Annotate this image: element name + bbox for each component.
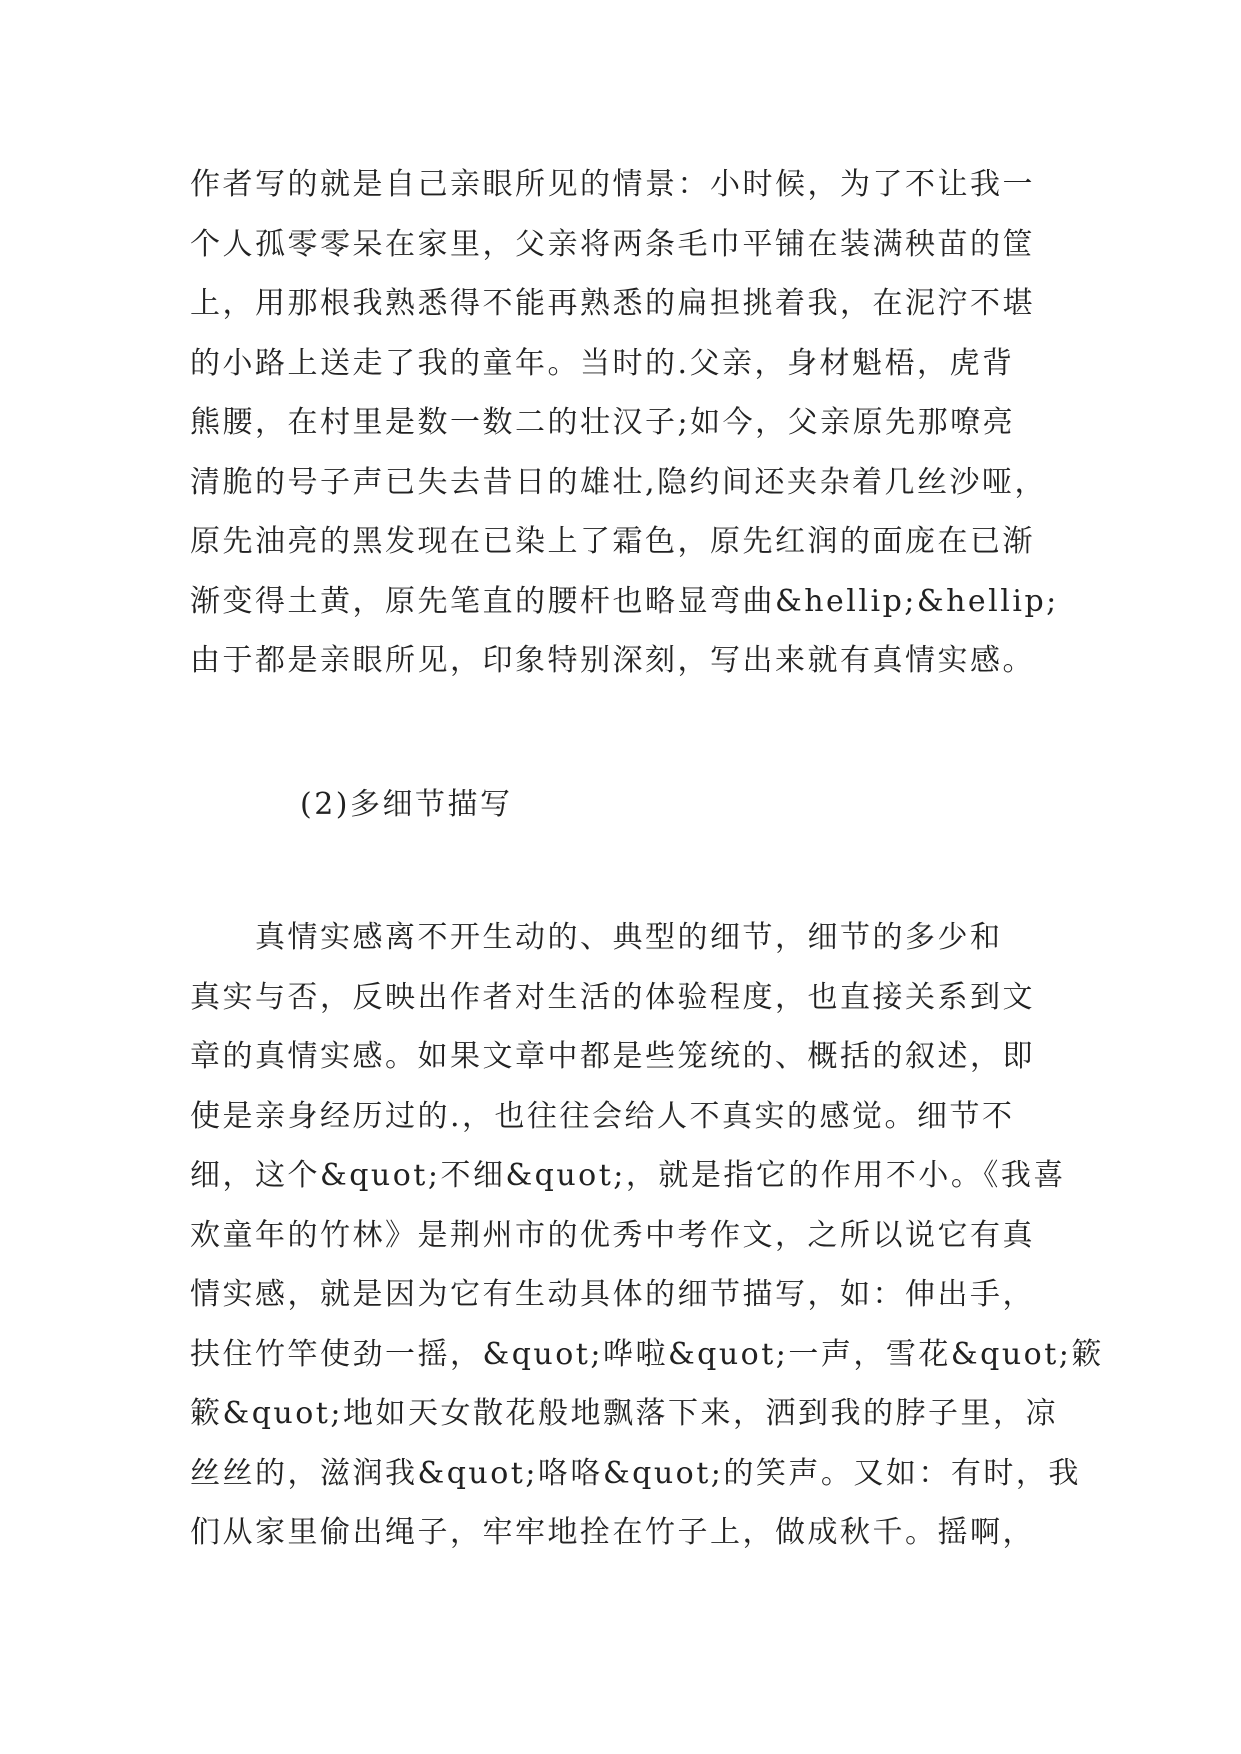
paragraph-line: 章的真情实感。如果文章中都是些笼统的、概括的叙述，即 xyxy=(190,1039,1035,1074)
paragraph-line: 真实与否，反映出作者对生活的体验程度，也直接关系到文 xyxy=(190,979,1035,1015)
section-heading: (2)多细节描写 xyxy=(300,787,513,822)
paragraph-line: 作者写的就是自己亲眼所见的情景：小时候，为了不让我一 xyxy=(190,167,1035,202)
paragraph-line: 簌&quot;地如天女散花般地飘落下来，洒到我的脖子里，凉 xyxy=(190,1396,1058,1431)
paragraph-line: 个人孤零零呆在家里，父亲将两条毛巾平铺在装满秧苗的筐 xyxy=(190,226,1035,262)
paragraph-line: 真情实感离不开生动的、典型的细节，细节的多少和 xyxy=(190,920,1003,955)
paragraph-line: 丝丝的，滋润我&quot;咯咯&quot;的笑声。又如：有时，我 xyxy=(190,1455,1081,1491)
paragraph-line: 们从家里偷出绳子，牢牢地拴在竹子上，做成秋千。摇啊， xyxy=(190,1515,1035,1550)
paragraph-line: 的小路上送走了我的童年。当时的.父亲，身材魁梧，虎背 xyxy=(190,345,1015,381)
paragraph-line: 清脆的号子声已失去昔日的雄壮,隐约间还夹杂着几丝沙哑， xyxy=(190,464,1048,500)
paragraph-line: 使是亲身经历过的.，也往往会给人不真实的感觉。细节不 xyxy=(190,1098,1015,1134)
paragraph-line: 情实感，就是因为它有生动具体的细节描写，如：伸出手， xyxy=(190,1277,1035,1312)
paragraph-line: 原先油亮的黑发现在已染上了霜色，原先红润的面庞在已渐 xyxy=(190,524,1035,559)
paragraph-line: 细，这个&quot;不细&quot;，就是指它的作用不小。《我喜 xyxy=(190,1158,1066,1193)
paragraph-line: 渐变得土黄，原先笔直的腰杆也略显弯曲&hellip;&hellip; xyxy=(190,583,1059,619)
paragraph-2 xyxy=(190,908,1104,1563)
paragraph-line: 由于都是亲眼所见，印象特别深刻，写出来就有真情实感。 xyxy=(190,643,1035,678)
paragraph-line: 欢童年的竹林》是荆州市的优秀中考作文，之所以说它有真 xyxy=(190,1217,1035,1253)
paragraph-line: 熊腰，在村里是数一数二的壮汉子;如今，父亲原先那嘹亮 xyxy=(190,405,1016,440)
paragraph-line: 上，用那根我熟悉得不能再熟悉的扁担挑着我，在泥泞不堪 xyxy=(190,286,1035,321)
section-heading-block xyxy=(300,775,1180,835)
paragraph-1 xyxy=(190,155,1070,691)
paragraph-line: 扶住竹竿使劲一摇，&quot;哗啦&quot;一声，雪花&quot;簌 xyxy=(190,1336,1104,1372)
